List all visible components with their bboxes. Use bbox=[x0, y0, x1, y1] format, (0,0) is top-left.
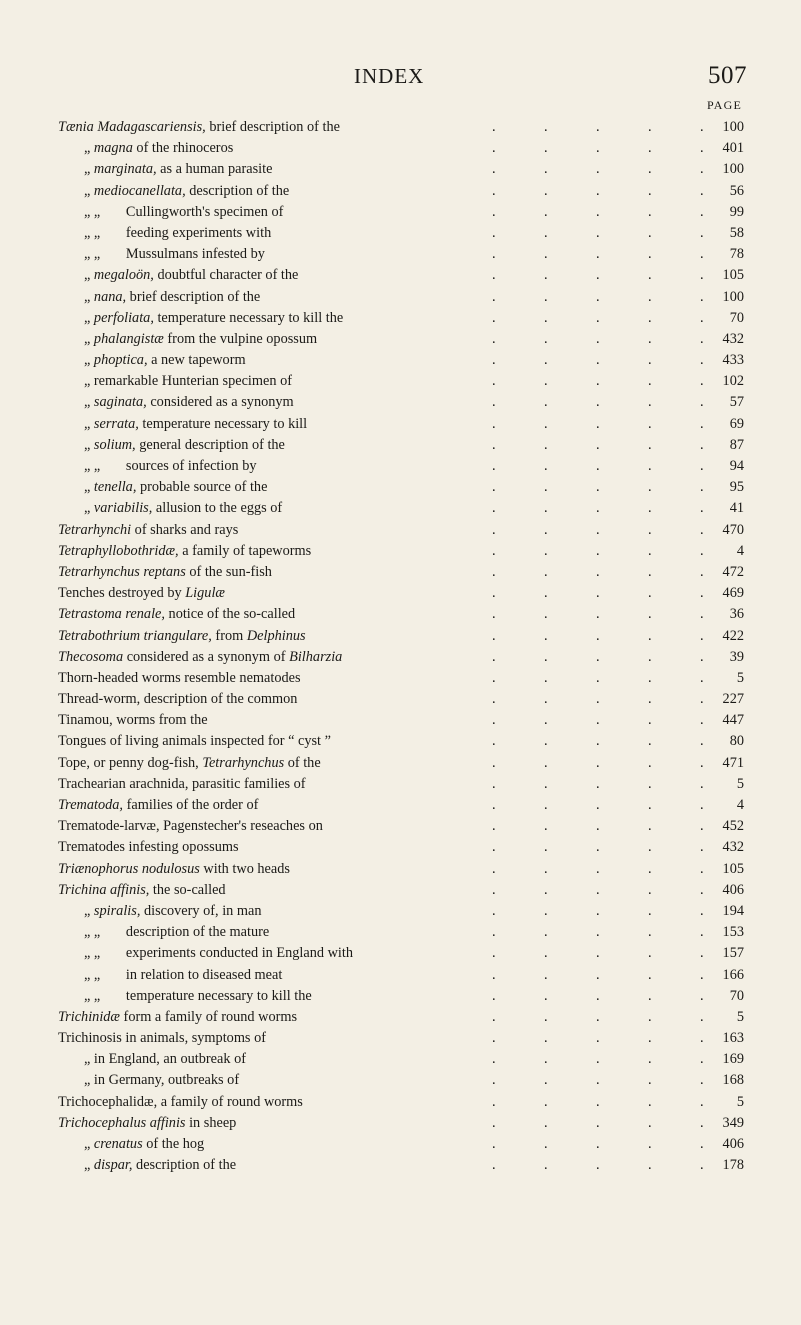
index-entry bbox=[58, 265, 744, 286]
leader-dots: . . . . . bbox=[492, 563, 704, 580]
entry-description: probable source of the bbox=[136, 479, 268, 496]
entry-description: temperature necessary to kill bbox=[138, 415, 308, 432]
index-entry bbox=[58, 520, 744, 541]
index-entry-text: „ in England, an outbreak of bbox=[84, 1051, 246, 1068]
entry-description: brief description of the bbox=[126, 288, 261, 305]
index-entry bbox=[58, 901, 744, 922]
entry-page-number: 401 bbox=[722, 140, 744, 157]
index-entry-text: „ spiralis, discovery of, in man bbox=[84, 902, 262, 919]
index-entry-text: „ „ in relation to diseased meat bbox=[84, 965, 282, 986]
leader-dots: . . . . . bbox=[492, 648, 704, 665]
entry-description: description of the mature bbox=[125, 924, 270, 941]
index-entry bbox=[58, 795, 744, 816]
leader-dots: . . . . . bbox=[492, 691, 704, 708]
index-entry bbox=[58, 477, 744, 498]
entry-page-number: 422 bbox=[722, 627, 744, 644]
entry-description: Cullingworth's specimen of bbox=[125, 203, 284, 220]
entry-term: Tetrarhynchus bbox=[202, 754, 285, 771]
index-entry bbox=[58, 350, 744, 371]
entry-page-number: 472 bbox=[722, 563, 744, 580]
entry-page-number: 57 bbox=[729, 394, 744, 411]
entry-page-number: 433 bbox=[722, 352, 744, 369]
entry-term: Tetrarhynchi bbox=[58, 521, 132, 538]
leader-dots: . . . . . bbox=[492, 1157, 704, 1174]
entry-description: Tope, or penny dog-fish, bbox=[58, 754, 203, 771]
entry-description: of the bbox=[284, 754, 321, 771]
running-head bbox=[0, 62, 801, 92]
index-entry bbox=[58, 1092, 744, 1113]
leader-dots: . . . . . bbox=[492, 479, 704, 496]
index-entry bbox=[58, 668, 744, 689]
entry-page-number: 100 bbox=[722, 119, 744, 135]
entry-term: Trematoda, bbox=[58, 797, 124, 813]
entry-term: nana, bbox=[93, 288, 127, 305]
entry-page-number: 166 bbox=[722, 966, 744, 983]
leader-dots: . . . . . bbox=[492, 754, 704, 771]
entry-term: mediocanellata, bbox=[93, 182, 186, 199]
entry-page-number: 432 bbox=[722, 330, 744, 347]
entry-description: families of the order of bbox=[123, 797, 259, 813]
entry-page-number: 36 bbox=[729, 606, 744, 623]
entry-page-number: 4 bbox=[736, 797, 744, 813]
leader-dots: . . . . . bbox=[492, 246, 704, 263]
index-entry bbox=[58, 647, 744, 668]
index-entry bbox=[58, 371, 744, 392]
index-entry-text: „ tenella, probable source of the bbox=[84, 479, 268, 496]
index-entry bbox=[58, 1155, 744, 1176]
entry-description: with two heads bbox=[199, 860, 290, 877]
index-entry bbox=[58, 1007, 744, 1028]
entry-term: Tetraphyllobothridæ, bbox=[58, 542, 179, 559]
leader-dots: . . . . . bbox=[492, 818, 704, 835]
entry-description: in relation to diseased meat bbox=[125, 966, 283, 983]
entry-page-number: 58 bbox=[729, 224, 744, 241]
entry-page-number: 452 bbox=[722, 818, 744, 835]
index-entry bbox=[58, 392, 744, 413]
index-entry bbox=[58, 837, 744, 858]
index-entry-text bbox=[58, 1028, 266, 1049]
index-entry bbox=[58, 541, 744, 562]
index-entry bbox=[58, 943, 744, 964]
entry-description: Trematodes infesting opossums bbox=[58, 839, 239, 856]
index-entry bbox=[58, 456, 744, 477]
index-entry-text bbox=[58, 710, 208, 731]
entry-page-number: 5 bbox=[736, 1093, 744, 1110]
index-entry-text bbox=[58, 520, 238, 541]
entry-page-number: 447 bbox=[722, 712, 744, 729]
leader-dots: . . . . . bbox=[492, 330, 704, 347]
entry-page-number: 349 bbox=[722, 1114, 744, 1131]
entry-description: from the vulpine opossum bbox=[163, 330, 318, 347]
entry-term: megaloön, bbox=[93, 267, 154, 284]
index-entry-text bbox=[58, 880, 226, 901]
entry-description: temperature necessary to kill the bbox=[153, 309, 344, 326]
index-entry bbox=[58, 414, 744, 435]
index-entry bbox=[58, 562, 744, 583]
entry-page-number: 194 bbox=[722, 902, 744, 919]
index-entry bbox=[58, 731, 744, 752]
entry-page-number: 39 bbox=[729, 648, 744, 665]
index-entry-text bbox=[58, 753, 321, 774]
entry-page-number: 94 bbox=[729, 458, 744, 474]
leader-dots: . . . . . bbox=[492, 500, 704, 517]
entry-description: general description of the bbox=[135, 436, 285, 453]
leader-dots: . . . . . bbox=[492, 1008, 704, 1025]
entry-description: of the hog bbox=[142, 1136, 205, 1152]
index-entry-text bbox=[58, 859, 290, 880]
entry-page-number: 157 bbox=[722, 945, 744, 962]
index-entry bbox=[58, 117, 744, 138]
entry-description: Tenches destroyed by bbox=[58, 585, 186, 602]
index-entry bbox=[58, 859, 744, 880]
index-entry bbox=[58, 287, 744, 308]
index-entry-text: „ „ Cullingworth's specimen of bbox=[84, 202, 283, 223]
leader-dots: . . . . . bbox=[492, 669, 704, 686]
entry-page-number: 70 bbox=[729, 987, 744, 1004]
entry-description: of the rhinoceros bbox=[132, 140, 234, 157]
entry-term: solium, bbox=[93, 436, 136, 453]
index-entry bbox=[58, 753, 744, 774]
entry-term: serrata, bbox=[93, 415, 139, 432]
entry-description: in sheep bbox=[185, 1114, 237, 1131]
entry-description: description of the bbox=[185, 182, 290, 199]
leader-dots: . . . . . bbox=[492, 521, 704, 538]
index-entry bbox=[58, 1070, 744, 1091]
entry-term: tenella, bbox=[93, 479, 137, 496]
entry-description: remarkable Hunterian specimen of bbox=[93, 373, 293, 390]
entry-page-number: 80 bbox=[729, 733, 744, 750]
index-entry-text bbox=[58, 816, 323, 837]
leader-dots: . . . . . bbox=[492, 1072, 704, 1089]
index-entry bbox=[58, 223, 744, 244]
leader-dots: . . . . . bbox=[492, 966, 704, 983]
index-entry-text bbox=[58, 774, 306, 795]
index-entry-text bbox=[58, 541, 311, 562]
entry-description: discovery of, in man bbox=[140, 902, 262, 919]
leader-dots: . . . . . bbox=[492, 542, 704, 559]
entry-page-number: 78 bbox=[729, 246, 744, 263]
entry-page-number: 100 bbox=[722, 288, 744, 305]
leader-dots: . . . . . bbox=[492, 987, 704, 1004]
index-entry bbox=[58, 308, 744, 329]
entry-description: Trichinosis in animals, symptoms of bbox=[58, 1030, 266, 1047]
leader-dots: . . . . . bbox=[492, 1136, 704, 1152]
index-entry bbox=[58, 880, 744, 901]
index-entry bbox=[58, 202, 744, 223]
entry-term: Thecosoma bbox=[58, 648, 124, 665]
entry-term: crenatus bbox=[93, 1136, 143, 1152]
entry-page-number: 69 bbox=[729, 415, 744, 432]
leader-dots: . . . . . bbox=[492, 775, 704, 792]
index-entry-text: „ remarkable Hunterian specimen of bbox=[84, 373, 293, 390]
entry-term: Trichocephalus affinis bbox=[58, 1114, 186, 1131]
entry-description: Tinamou, worms from the bbox=[58, 712, 208, 729]
entry-description: doubtful character of the bbox=[153, 267, 299, 284]
entry-term: Tetrastoma renale, bbox=[58, 606, 165, 623]
index-entry-text: „ dispar, description of the bbox=[84, 1157, 237, 1174]
leader-dots: . . . . . bbox=[492, 797, 704, 813]
leader-dots: . . . . . bbox=[492, 712, 704, 729]
ditto-mark: „ bbox=[93, 203, 101, 220]
leader-dots: . . . . . bbox=[492, 309, 704, 326]
index-entry bbox=[58, 604, 744, 625]
index-entry-text bbox=[58, 689, 297, 710]
index-entry bbox=[58, 181, 744, 202]
entry-page-number: 153 bbox=[722, 924, 744, 941]
leader-dots: . . . . . bbox=[492, 394, 704, 411]
leader-dots: . . . . . bbox=[492, 585, 704, 602]
index-entry bbox=[58, 965, 744, 986]
index-entry-text bbox=[58, 1007, 297, 1028]
entry-description: notice of the so-called bbox=[164, 606, 296, 623]
index-entry-text: „ mediocanellata, description of the bbox=[84, 182, 290, 199]
entry-description: Trematode-larvæ, Pagenstecher's reseaches on bbox=[58, 818, 323, 835]
entry-page-number: 469 bbox=[722, 585, 744, 602]
entry-page-number: 168 bbox=[722, 1072, 744, 1089]
entry-page-number: 99 bbox=[729, 203, 744, 220]
leader-dots: . . . . . bbox=[492, 839, 704, 856]
leader-dots: . . . . . bbox=[492, 606, 704, 623]
leader-dots: . . . . . bbox=[492, 881, 704, 898]
index-entry bbox=[58, 1134, 744, 1155]
entry-term: phoptica, bbox=[93, 352, 148, 369]
index-entry-text: „ megaloön, doubtful character of the bbox=[84, 267, 299, 284]
index-entry-text bbox=[58, 583, 225, 604]
index-entry bbox=[58, 986, 744, 1007]
entry-description: Trachearian arachnida, parasitic families of bbox=[58, 775, 306, 792]
ditto-mark: „ bbox=[93, 458, 101, 474]
entry-description: the so-called bbox=[149, 881, 226, 898]
index-entry-text: „ perfoliata, temperature necessary to kill the bbox=[84, 309, 344, 326]
entry-term: perfoliata, bbox=[93, 309, 154, 326]
leader-dots: . . . . . bbox=[492, 860, 704, 877]
leader-dots: . . . . . bbox=[492, 924, 704, 941]
leader-dots: . . . . . bbox=[492, 458, 704, 474]
entry-page-number: 5 bbox=[736, 1008, 744, 1025]
entry-term: phalangistæ bbox=[93, 330, 164, 347]
entry-term: magna bbox=[93, 140, 133, 157]
entry-description: in England, an outbreak of bbox=[93, 1051, 246, 1068]
entry-description: from bbox=[211, 627, 247, 644]
index-entry-text bbox=[58, 837, 239, 858]
entry-term: saginata, bbox=[93, 394, 147, 411]
entry-description: Mussulmans infested by bbox=[125, 246, 265, 263]
entry-term: Delphinus bbox=[246, 627, 306, 644]
entry-page-number: 105 bbox=[722, 860, 744, 877]
page-title: INDEX bbox=[354, 64, 425, 88]
entry-description: Thorn-headed worms resemble nematodes bbox=[58, 669, 301, 686]
entry-page-number: 105 bbox=[722, 267, 744, 284]
index-entry-text: „ serrata, temperature necessary to kill bbox=[84, 415, 308, 432]
entry-page-number: 56 bbox=[729, 182, 744, 199]
entry-term: Triænophorus nodulosus bbox=[58, 860, 200, 877]
index-entry bbox=[58, 1028, 744, 1049]
index-entry bbox=[58, 922, 744, 943]
leader-dots: . . . . . bbox=[492, 627, 704, 644]
leader-dots: . . . . . bbox=[492, 161, 704, 178]
entry-page-number: 5 bbox=[736, 775, 744, 792]
entry-description: brief description of the bbox=[205, 119, 340, 135]
entry-term: Tetrarhynchus reptans bbox=[58, 563, 186, 580]
index-entry-text bbox=[58, 1092, 303, 1113]
entry-term: Trichina affinis, bbox=[58, 881, 150, 898]
index-entry bbox=[58, 689, 744, 710]
index-entry-text bbox=[58, 117, 340, 138]
entry-description: Trichocephalidæ, a family of round worms bbox=[58, 1093, 303, 1110]
index-entry-text bbox=[58, 626, 306, 647]
index-entry-text: „ variabilis, allusion to the eggs of bbox=[84, 500, 283, 517]
ditto-mark: „ bbox=[93, 987, 101, 1004]
index-entry-text: „ magna of the rhinoceros bbox=[84, 140, 234, 157]
index-entry-text bbox=[58, 731, 331, 752]
entry-page-number: 102 bbox=[722, 373, 744, 390]
entry-term: Trichinidæ bbox=[58, 1008, 120, 1025]
entry-term: Bilharzia bbox=[289, 648, 343, 665]
index-entry bbox=[58, 1113, 744, 1134]
index-entry-text: „ „ sources of infection by bbox=[84, 456, 257, 477]
entry-term: variabilis, bbox=[93, 500, 153, 517]
entry-description: Tongues of living animals inspected for “ cyst ” bbox=[58, 733, 331, 750]
index-entry-text: „ crenatus of the hog bbox=[84, 1136, 205, 1152]
entry-description: form a family of round worms bbox=[119, 1008, 298, 1025]
leader-dots: . . . . . bbox=[492, 945, 704, 962]
leader-dots: . . . . . bbox=[492, 119, 704, 135]
leader-dots: . . . . . bbox=[492, 733, 704, 750]
entry-page-number: 100 bbox=[722, 161, 744, 178]
index-entry-text: „ „ Mussulmans infested by bbox=[84, 244, 265, 265]
index-entry-text: „ „ description of the mature bbox=[84, 922, 269, 943]
ditto-mark: „ bbox=[93, 966, 101, 983]
entry-page-number: 163 bbox=[722, 1030, 744, 1047]
leader-dots: . . . . . bbox=[492, 224, 704, 241]
index-entry bbox=[58, 244, 744, 265]
entry-page-number: 178 bbox=[722, 1157, 744, 1174]
leader-dots: . . . . . bbox=[492, 373, 704, 390]
index-entry-text bbox=[58, 1113, 236, 1134]
ditto-mark: „ bbox=[93, 224, 101, 241]
index-entry-text: „ „ temperature necessary to kill the bbox=[84, 986, 312, 1007]
leader-dots: . . . . . bbox=[492, 288, 704, 305]
entry-term: Tænia Madagascariensis, bbox=[58, 119, 206, 135]
entry-page-number: 95 bbox=[729, 479, 744, 496]
entry-description: considered as a synonym bbox=[146, 394, 294, 411]
entry-page-number: 4 bbox=[736, 542, 744, 559]
entry-description: experiments conducted in England with bbox=[125, 945, 354, 962]
entry-term: Tetrabothrium triangulare, bbox=[58, 627, 212, 644]
entry-description: considered as a synonym of bbox=[123, 648, 290, 665]
entry-page-number: 470 bbox=[722, 521, 744, 538]
index-entry-text: „ saginata, considered as a synonym bbox=[84, 394, 294, 411]
entry-page-number: 5 bbox=[736, 669, 744, 686]
index-entry bbox=[58, 159, 744, 180]
entry-page-number: 87 bbox=[729, 436, 744, 453]
entry-description: of sharks and rays bbox=[131, 521, 239, 538]
index-entry bbox=[58, 710, 744, 731]
index-entry bbox=[58, 1049, 744, 1070]
entry-page-number: 406 bbox=[722, 881, 744, 898]
leader-dots: . . . . . bbox=[492, 352, 704, 369]
entry-term: dispar, bbox=[93, 1157, 133, 1174]
entry-description: sources of infection by bbox=[125, 458, 257, 474]
index-entry bbox=[58, 138, 744, 159]
index-entry bbox=[58, 626, 744, 647]
index-entry bbox=[58, 498, 744, 519]
entry-page-number: 41 bbox=[729, 500, 744, 517]
entry-page-number: 406 bbox=[722, 1136, 744, 1152]
entry-description: description of the bbox=[132, 1157, 237, 1174]
entry-description: a new tapeworm bbox=[147, 352, 246, 369]
index-entry-text: „ solium, general description of the bbox=[84, 436, 285, 453]
index-entry-text: „ in Germany, outbreaks of bbox=[84, 1072, 240, 1089]
entry-description: temperature necessary to kill the bbox=[125, 987, 312, 1004]
index-entry-text: „ „ experiments conducted in England with bbox=[84, 943, 353, 964]
index-entry-text bbox=[58, 795, 258, 816]
entry-term: spiralis, bbox=[93, 902, 141, 919]
entry-description: feeding experiments with bbox=[125, 224, 272, 241]
index-entry-text: „ phoptica, a new tapeworm bbox=[84, 352, 246, 369]
leader-dots: . . . . . bbox=[492, 1030, 704, 1047]
index-entry bbox=[58, 329, 744, 350]
ditto-mark: „ bbox=[93, 945, 101, 962]
entry-page-number: 227 bbox=[722, 691, 744, 708]
entry-term: Ligulæ bbox=[185, 585, 225, 602]
page-number: 507 bbox=[708, 62, 747, 89]
entry-description: allusion to the eggs of bbox=[152, 500, 283, 517]
entry-page-number: 432 bbox=[722, 839, 744, 856]
leader-dots: . . . . . bbox=[492, 1114, 704, 1131]
entry-page-number: 471 bbox=[722, 754, 744, 771]
entry-description: of the sun-fish bbox=[185, 563, 272, 580]
leader-dots: . . . . . bbox=[492, 1051, 704, 1068]
leader-dots: . . . . . bbox=[492, 415, 704, 432]
page-column-heading: PAGE bbox=[707, 98, 743, 112]
leader-dots: . . . . . bbox=[492, 267, 704, 284]
index-entry bbox=[58, 435, 744, 456]
index-entry-list bbox=[58, 117, 744, 1176]
index-entry-text: „ „ feeding experiments with bbox=[84, 223, 271, 244]
leader-dots: . . . . . bbox=[492, 140, 704, 157]
index-entry-text bbox=[58, 604, 295, 625]
index-entry-text: „ marginata, as a human parasite bbox=[84, 161, 273, 178]
entry-page-number: 169 bbox=[722, 1051, 744, 1068]
leader-dots: . . . . . bbox=[492, 1093, 704, 1110]
leader-dots: . . . . . bbox=[492, 182, 704, 199]
ditto-mark: „ bbox=[93, 246, 101, 263]
entry-description: Thread-worm, description of the common bbox=[58, 691, 298, 708]
index-entry-text: „ nana, brief description of the bbox=[84, 288, 261, 305]
entry-description: in Germany, outbreaks of bbox=[93, 1072, 240, 1089]
entry-term: marginata, bbox=[93, 161, 157, 178]
index-entry bbox=[58, 583, 744, 604]
entry-page-number: 70 bbox=[729, 309, 744, 326]
index-entry-text bbox=[58, 647, 342, 668]
ditto-mark: „ bbox=[93, 924, 101, 941]
index-entry-text: „ phalangistæ from the vulpine opossum bbox=[84, 330, 318, 347]
leader-dots: . . . . . bbox=[492, 902, 704, 919]
entry-description: as a human parasite bbox=[156, 161, 273, 178]
index-entry bbox=[58, 774, 744, 795]
index-entry-text bbox=[58, 668, 301, 689]
entry-description: a family of tapeworms bbox=[178, 542, 312, 559]
index-entry-text bbox=[58, 562, 272, 583]
index-entry bbox=[58, 816, 744, 837]
leader-dots: . . . . . bbox=[492, 203, 704, 220]
leader-dots: . . . . . bbox=[492, 436, 704, 453]
